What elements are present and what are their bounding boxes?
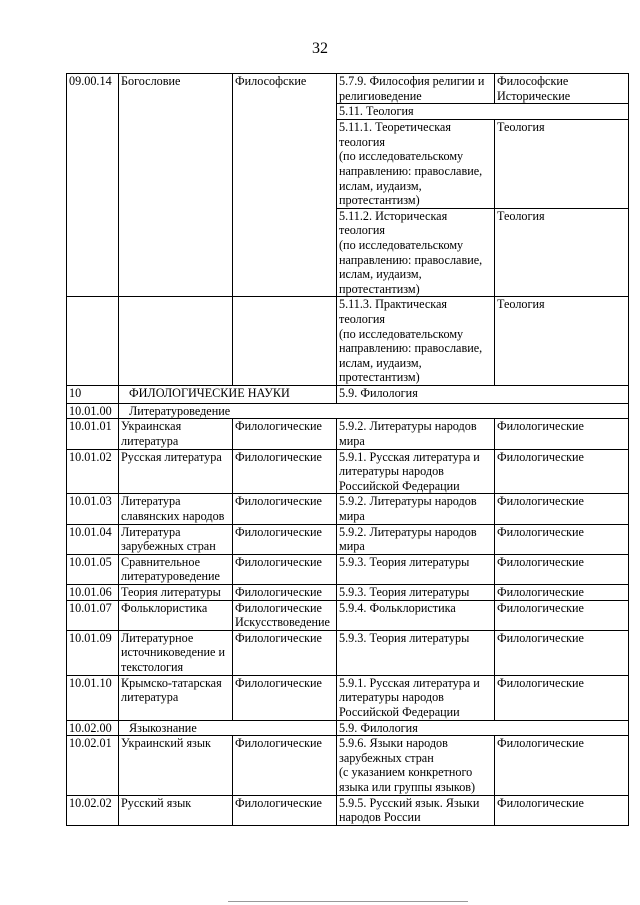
new-specialty: 5.9.5. Русский язык. Языки народов России [337, 795, 495, 825]
new-branch: Филологические [495, 675, 629, 720]
new-branch: Филологические [495, 736, 629, 795]
new-specialty: 5.9.2. Литературы народов мира [337, 524, 495, 554]
science-branch: Филологические [233, 585, 337, 601]
new-branch: Филологические [495, 494, 629, 524]
new-branch: Филологические [495, 630, 629, 675]
new-branch: Филологические [495, 795, 629, 825]
table-row [67, 720, 629, 736]
new-branch: Филологические [495, 600, 629, 630]
science-branch: Филологические [233, 449, 337, 494]
specialty-name: Фольклористика [119, 600, 233, 630]
table-row [67, 600, 629, 630]
new-specialty: 5.11.3. Практическая теология (по исследовательскому направлению: православие, ислам, иудаизм, протестантизм) [337, 297, 495, 386]
specialty-name: Литература славянских народов [119, 494, 233, 524]
new-specialty: 5.9.6. Языки народов зарубежных стран (с указанием конкретного языка или группы языков) [337, 736, 495, 795]
new-branch: Теология [495, 208, 629, 297]
specialty-code: 10.02.01 [67, 736, 119, 795]
group-code: 10 [67, 385, 119, 403]
specialty-code: 10.01.01 [67, 419, 119, 449]
table-row [67, 630, 629, 675]
specialty-code: 10.01.03 [67, 494, 119, 524]
specialty-correspondence-table [66, 73, 629, 826]
table-row [67, 585, 629, 601]
specialty-name: Сравнительное литературоведение [119, 554, 233, 584]
science-branch: Филологические [233, 554, 337, 584]
science-branch: Филологические [233, 524, 337, 554]
science-branch: Филологические [233, 795, 337, 825]
new-specialty-group: 5.9. Филология [337, 385, 629, 403]
new-branch: Филологические [495, 419, 629, 449]
specialty-code: 10.01.04 [67, 524, 119, 554]
science-branch: Филологические [233, 494, 337, 524]
science-branch: Философские [233, 74, 337, 297]
empty-cell [67, 297, 119, 386]
table-row [67, 385, 629, 403]
science-branch: Филологические [233, 630, 337, 675]
subgroup-code: 10.01.00 [67, 403, 119, 419]
specialty-name: Русская литература [119, 449, 233, 494]
table-row [67, 736, 629, 795]
new-specialty: 5.9.1. Русская литература и литературы народов Российской Федерации [337, 675, 495, 720]
specialty-name: Теория литературы [119, 585, 233, 601]
specialty-code: 10.01.02 [67, 449, 119, 494]
specialty-code: 09.00.14 [67, 74, 119, 297]
subgroup-code: 10.02.00 [67, 720, 119, 736]
new-branch: Филологические [495, 554, 629, 584]
table-row [67, 403, 629, 419]
scan-edge-line [228, 901, 468, 902]
science-branch: Филологические [233, 736, 337, 795]
specialty-name: Литература зарубежных стран [119, 524, 233, 554]
table-row [67, 795, 629, 825]
subgroup-title: Литературоведение [119, 403, 629, 419]
table-row [67, 449, 629, 494]
specialty-name: Крымско-татарская литература [119, 675, 233, 720]
specialty-code: 10.01.09 [67, 630, 119, 675]
table-row [67, 297, 629, 386]
new-branch: Философские Исторические [495, 74, 629, 104]
new-specialty: 5.9.4. Фольклористика [337, 600, 495, 630]
table-row [67, 494, 629, 524]
specialty-name: Богословие [119, 74, 233, 297]
new-specialty-group: 5.11. Теология [337, 104, 629, 120]
new-specialty: 5.9.3. Теория литературы [337, 554, 495, 584]
empty-cell [233, 297, 337, 386]
new-specialty: 5.9.2. Литературы народов мира [337, 419, 495, 449]
specialty-name: Украинская литература [119, 419, 233, 449]
new-specialty: 5.7.9. Философия религии и религиоведение [337, 74, 495, 104]
new-specialty-group: 5.9. Филология [337, 720, 629, 736]
specialty-code: 10.01.05 [67, 554, 119, 584]
new-branch: Теология [495, 120, 629, 209]
table-row [67, 74, 629, 104]
new-specialty: 5.9.3. Теория литературы [337, 630, 495, 675]
science-branch: Филологические [233, 419, 337, 449]
table-row [67, 675, 629, 720]
new-specialty: 5.9.3. Теория литературы [337, 585, 495, 601]
specialty-name: Украинский язык [119, 736, 233, 795]
specialty-code: 10.01.10 [67, 675, 119, 720]
specialty-name: Литературное источниковедение и текстология [119, 630, 233, 675]
science-branch: Филологические Искусствоведение [233, 600, 337, 630]
new-specialty: 5.11.2. Историческая теология (по исследовательскому направлению: православие, ислам, иудаизм, протестантизм) [337, 208, 495, 297]
subgroup-title: Языкознание [119, 720, 337, 736]
page-number: 32 [312, 40, 328, 57]
new-branch: Филологические [495, 585, 629, 601]
new-specialty: 5.9.2. Литературы народов мира [337, 494, 495, 524]
science-branch: Филологические [233, 675, 337, 720]
specialty-name: Русский язык [119, 795, 233, 825]
specialty-code: 10.01.06 [67, 585, 119, 601]
specialty-code: 10.02.02 [67, 795, 119, 825]
table-row [67, 419, 629, 449]
empty-cell [119, 297, 233, 386]
group-title: ФИЛОЛОГИЧЕСКИЕ НАУКИ [119, 385, 337, 403]
new-specialty: 5.11.1. Теоретическая теология (по исследовательскому направлению: православие, ислам, иудаизм, протестантизм) [337, 120, 495, 209]
specialty-code: 10.01.07 [67, 600, 119, 630]
new-branch: Филологические [495, 524, 629, 554]
table-row [67, 524, 629, 554]
table-row [67, 554, 629, 584]
new-branch: Теология [495, 297, 629, 386]
new-specialty: 5.9.1. Русская литература и литературы народов Российской Федерации [337, 449, 495, 494]
new-branch: Филологические [495, 449, 629, 494]
